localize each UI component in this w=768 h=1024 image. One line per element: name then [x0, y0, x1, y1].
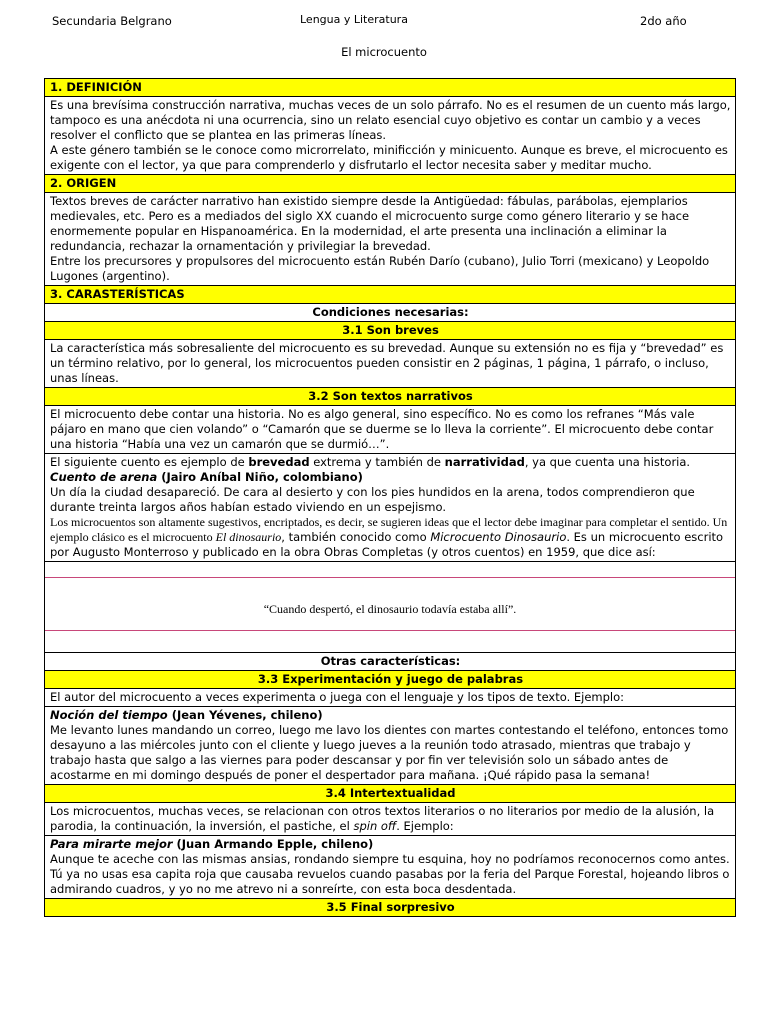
- text-run: , también conocido como: [281, 530, 431, 544]
- necessary-conditions-label: Condiciones necesarias:: [45, 304, 736, 322]
- paragraph: La característica más sobresaliente del microcuento es su brevedad. Aunque su extensión no es fija y “brevedad” es un término relativo, por lo general, los microcuentos pueden consistir en 2 páginas, 1 página, 1 párrafo, o incluso, unas líneas.: [50, 341, 724, 385]
- quote-rule-top: [45, 577, 735, 578]
- subsection-3-3-header: 3.3 Experimentación y juego de palabras: [45, 671, 736, 689]
- paragraph: Textos breves de carácter narrativo han existido siempre desde la Antigüedad: fábulas, parábolas, ejemplarios medievales, etc. Pero es a mediados del siglo XX cuando el microcuento surge como género literario y se hace enormemente popular en Hispanoamérica. En la modernidad, el arte presenta una inclinación a eliminar la redundancia, rechazar la ornamentación y privilegiar la brevedad.: [50, 194, 690, 253]
- paragraph: El autor del microcuento a veces experimenta o juega con el lenguaje y los tipos de texto. Ejemplo:: [50, 690, 625, 704]
- work-title: Microcuento Dinosaurio: [430, 530, 567, 544]
- paragraph: Entre los precursores y propulsores del microcuento están Rubén Darío (cubano), Julio Torri (mexicano) y Leopoldo Lugones (argentino).: [50, 254, 710, 283]
- story-author: (Jean Yévenes, chileno): [167, 708, 323, 722]
- story-title: Cuento de arena: [50, 470, 158, 484]
- paragraph: [50, 804, 731, 834]
- section-origen-header: 2. ORIGEN: [45, 175, 736, 193]
- subsection-3-3-body-b: [45, 707, 736, 785]
- subsection-3-4-header: 3.4 Intertextualidad: [45, 785, 736, 803]
- text-run: Los microcuentos, muchas veces, se relacionan con otros textos literarios o no literarios por medio de la alusión, la parodia, la continuación, la inversión, el pastiche, el: [50, 804, 715, 833]
- section-caracteristicas-header: 3. CARASTERÍSTICAS: [45, 286, 736, 304]
- dinosaur-quote: “Cuando despertó, el dinosaurio todavía estaba allí”.: [263, 602, 517, 616]
- text-run: El siguiente cuento es ejemplo de: [50, 455, 249, 469]
- subsection-3-2-body-a: [45, 406, 736, 454]
- subsection-3-2-header: 3.2 Son textos narrativos: [45, 388, 736, 406]
- subsection-3-1-header: 3.1 Son breves: [45, 322, 736, 340]
- text-run: . Es un microcuento escrito por Augusto Monterroso y publicado en la obra Obras Completas (y otros cuentos) en 1959, que dice así:: [50, 530, 724, 559]
- story-heading: [50, 470, 731, 485]
- paragraph: [50, 455, 731, 470]
- story-title: Para mirarte mejor: [50, 837, 173, 851]
- paragraph: Es una brevísima construcción narrativa, muchas veces de un solo párrafo. No es el resumen de un cuento más largo, tampoco es una anécdota ni una ocurrencia, sino un relato esencial cuyo objetivo es contar un cambio y a veces resolver el conflicto que se plantea en las primeras líneas.: [50, 98, 731, 142]
- subsection-3-5-header: 3.5 Final sorpresivo: [45, 899, 736, 917]
- content-table: [44, 78, 736, 917]
- section-origen-body: [45, 193, 736, 286]
- keyword-brevedad: brevedad: [248, 455, 310, 469]
- quote-cell: [45, 562, 736, 653]
- school-name: Secundaria Belgrano: [52, 14, 172, 28]
- subject-name: Lengua y Literatura: [300, 13, 408, 26]
- subsection-3-2-body-b: [45, 454, 736, 562]
- subsection-3-4-body-a: [45, 803, 736, 836]
- story-heading: [50, 708, 731, 723]
- text-run: extrema y también de: [309, 455, 445, 469]
- document-title: El microcuento: [341, 45, 427, 59]
- text-run: Los microcuentos son altamente sugestivos, encriptados, es decir, se sugieren ideas que el lector debe imaginar para completar el sentido. Un ejemplo clásico es el microcuento: [50, 515, 728, 544]
- story-author: (Juan Armando Epple, chileno): [172, 837, 374, 851]
- subsection-3-4-body-b: [45, 836, 736, 899]
- story-heading: [50, 837, 731, 852]
- spin-off-term: spin off: [353, 819, 397, 833]
- subsection-3-3-body-a: [45, 689, 736, 707]
- story-text: Un día la ciudad desapareció. De cara al desierto y con los pies hundidos en la arena, todos comprendieron que durante treinta largos años habían estado viviendo en un espejismo.: [50, 485, 695, 514]
- other-characteristics-label: Otras características:: [45, 653, 736, 671]
- story-title: Noción del tiempo: [50, 708, 168, 722]
- keyword-narratividad: narratividad: [444, 455, 525, 469]
- story-author: (Jairo Aníbal Niño, colombiano): [157, 470, 363, 484]
- paragraph: El microcuento debe contar una historia. No es algo general, sino específico. No es como los refranes “Más vale pájaro en mano que cien volando” o “Camarón que se duerme se lo lleva la corriente”. El microcuento debe contar una historia “Había una vez un camarón que se durmió…”.: [50, 407, 714, 451]
- text-run: . Ejemplo:: [396, 819, 454, 833]
- work-title: El dinosaurio: [215, 530, 282, 544]
- paragraph: A este género también se le conoce como microrrelato, minificción y minicuento. Aunque es breve, el microcuento es exigente con el lector, ya que para comprenderlo y disfrutarlo el lector necesita saber y meditar mucho.: [50, 143, 728, 172]
- grade-label: 2do año: [640, 14, 687, 28]
- section-definicion-body: [45, 97, 736, 175]
- text-run: , ya que cuenta una historia.: [524, 455, 691, 469]
- section-definicion-header: 1. DEFINICIÓN: [45, 79, 736, 97]
- story-text: Me levanto lunes mandando un correo, luego me lavo los dientes con martes contestando el teléfono, entonces tomo desayuno a las miércoles junto con el cliente y luego jueves a la reunión todo atrasado, mientras que trabajo y trabajo hasta que salgo a las viernes para poder descansar y por fin ver televisión solo un sábado antes de acostarme en mi domingo después de poner el despertador para mañana. ¡Qué rápido pasa la semana!: [50, 723, 729, 782]
- subsection-3-1-body: [45, 340, 736, 388]
- quote-rule-bottom: [45, 630, 735, 631]
- story-text: Aunque te aceche con las mismas ansias, rondando siempre tu esquina, hoy no podríamos reconocernos como antes. Tú ya no usas esa capita roja que causaba revuelos cuando pasabas por la feria del Parque Forestal, hojeando libros o admirando cuadros, y yo no me atrevo ni a sonreírte, con esta boca desdentada.: [50, 852, 730, 896]
- paragraph: [50, 515, 731, 560]
